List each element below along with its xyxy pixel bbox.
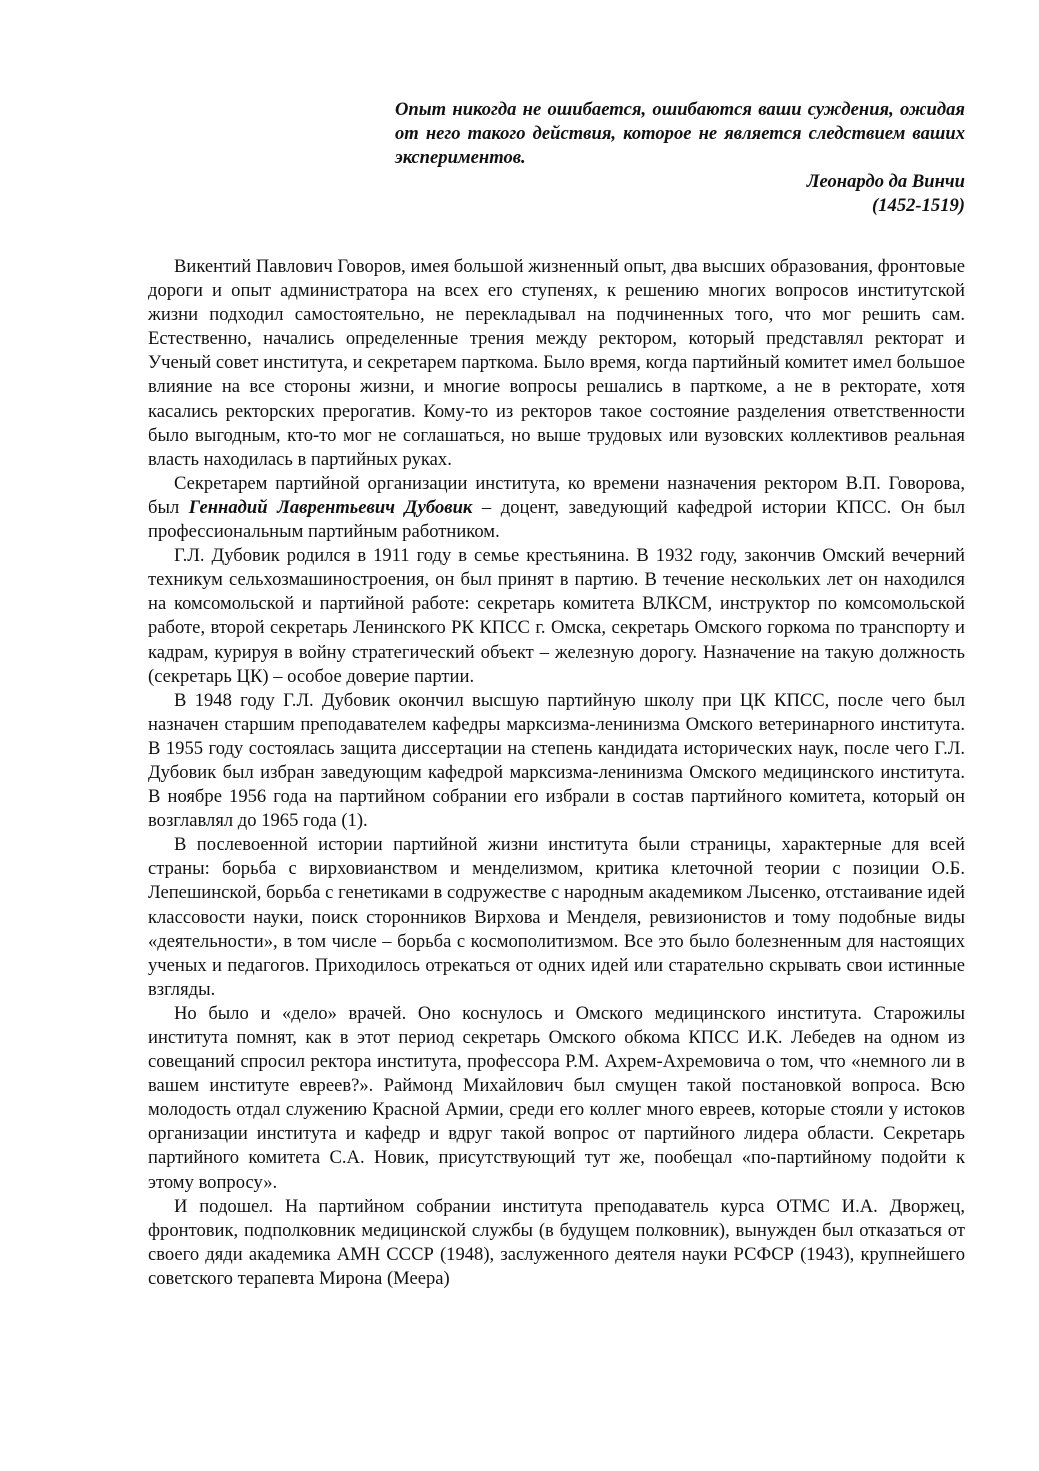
epigraph-author: Леонардо да Винчи: [806, 171, 965, 192]
paragraph-5: В послевоенной истории партийной жизни института были страницы, характерные для всей страны: борьба с вирховианством и менделизмом, критика клеточной теории с позиции О.Б. Лепешинской, борьба с генетиками в содружестве с народным академиком Лысенко, отстаивание идей классовости науки, поиск сторонников Вирхова и Менделя, ревизионистов и тому подобные виды «деятельности», в том числе – борьба с космополитизмом. Все это было болезненным для настоящих ученых и педагогов. Приходилось отрекаться от одних идей или старательно скрывать свои истинные взгляды.: [148, 834, 965, 1000]
epigraph-quote: Опыт никогда не ошибается, ошибаются ваши суждения, ожидая от него такого действия, которое не является следствием ваших экспериментов.: [395, 99, 965, 168]
paragraph-3: Г.Л. Дубовик родился в 1911 году в семье крестьянина. В 1932 году, закончив Омский вечерний техникум сельхозмашиностроения, он был принят в партию. В течение нескольких лет он находился на комсомольской и партийной работе: секретарь комитета ВЛКСМ, инструктор по комсомольской работе, второй секретарь Ленинского РК КПСС г. Омска, секретарь Омского горкома по транспорту и кадрам, курируя в войну стратегический объект – железную дорогу. Назначение на такую должность (секретарь ЦК) – особое доверие партии.: [148, 545, 965, 687]
paragraph-1: Викентий Павлович Говоров, имея большой жизненный опыт, два высших образования, фронтовые дороги и опыт администратора на всех его ступенях, к решению многих вопросов институтской жизни подходил самостоятельно, не перекладывал на подчиненных того, что мог решить сам. Естественно, начались определенные трения между ректором, который представлял ректорат и Ученый совет института, и секретарем парткома. Было время, когда партийный комитет имел большое влияние на все стороны жизни, и многие вопросы решались в парткоме, а не в ректорате, хотя касались ректорских прерогатив. Кому-то из ректоров такое состояние разделения ответственности было выгодным, кто-то мог не соглашаться, но выше трудовых или вузовских коллективов реальная власть находилась в партийных руках.: [148, 256, 965, 470]
person-name-dubovik: Геннадий Лаврентьевич Дубовик: [188, 496, 473, 518]
paragraph-7: И подошел. На партийном собрании института преподаватель курса ОТМС И.А. Дворжец, фронтовик, подполковник медицинской службы (в будущем полковник), вынужден был отказаться от своего дяди академика АМН СССР (1948), заслуженного деятеля науки РСФСР (1943), крупнейшего советского терапевта Мирона (Меера): [148, 1195, 965, 1289]
epigraph-years: (1452-1519): [872, 195, 965, 216]
paragraph-6: Но было и «дело» врачей. Оно коснулось и Омского медицинского института. Старожилы института помнят, как в этот период секретарь Омского обкома КПСС И.К. Лебедев на одном из совещаний спросил ректора института, профессора Р.М. Ахрем-Ахремовича о том, что «немного ли в вашем институте евреев?». Раймонд Михайлович был смущен такой постановкой вопроса. Всю молодость отдал служению Красной Армии, среди его коллег много евреев, которые стояли у истоков организации института и кафедр и вдруг такой вопрос от партийного лидера области. Секретарь партийного комитета С.А. Новик, присутствующий тут же, пообещал «по-партийному подойти к этому вопросу».: [148, 1002, 965, 1193]
paragraph-2: [148, 472, 965, 544]
paragraph-2-text-end: – доцент, заведующий кафедрой истории КПСС. Он был профессиональным партийным работником.: [148, 496, 965, 543]
paragraph-2-text-start: Секретарем партийной организации института, ко времени назначения ректором В.П. Говорова, был: [148, 472, 965, 518]
document-page: [148, 98, 965, 1291]
body-text: [148, 255, 965, 1291]
paragraph-4: В 1948 году Г.Л. Дубовик окончил высшую партийную школу при ЦК КПСС, после чего был назначен старшим преподавателем кафедры марксизма-ленинизма Омского ветеринарного института. В 1955 году состоялась защита диссертации на степень кандидата исторических наук, после чего Г.Л. Дубовик был избран заведующим кафедрой марксизма-ленинизма Омского медицинского института. В ноябре 1956 года на партийном собрании его избрали в состав партийного комитета, который он возглавлял до 1965 года (1).: [148, 689, 965, 832]
epigraph: [395, 98, 965, 218]
